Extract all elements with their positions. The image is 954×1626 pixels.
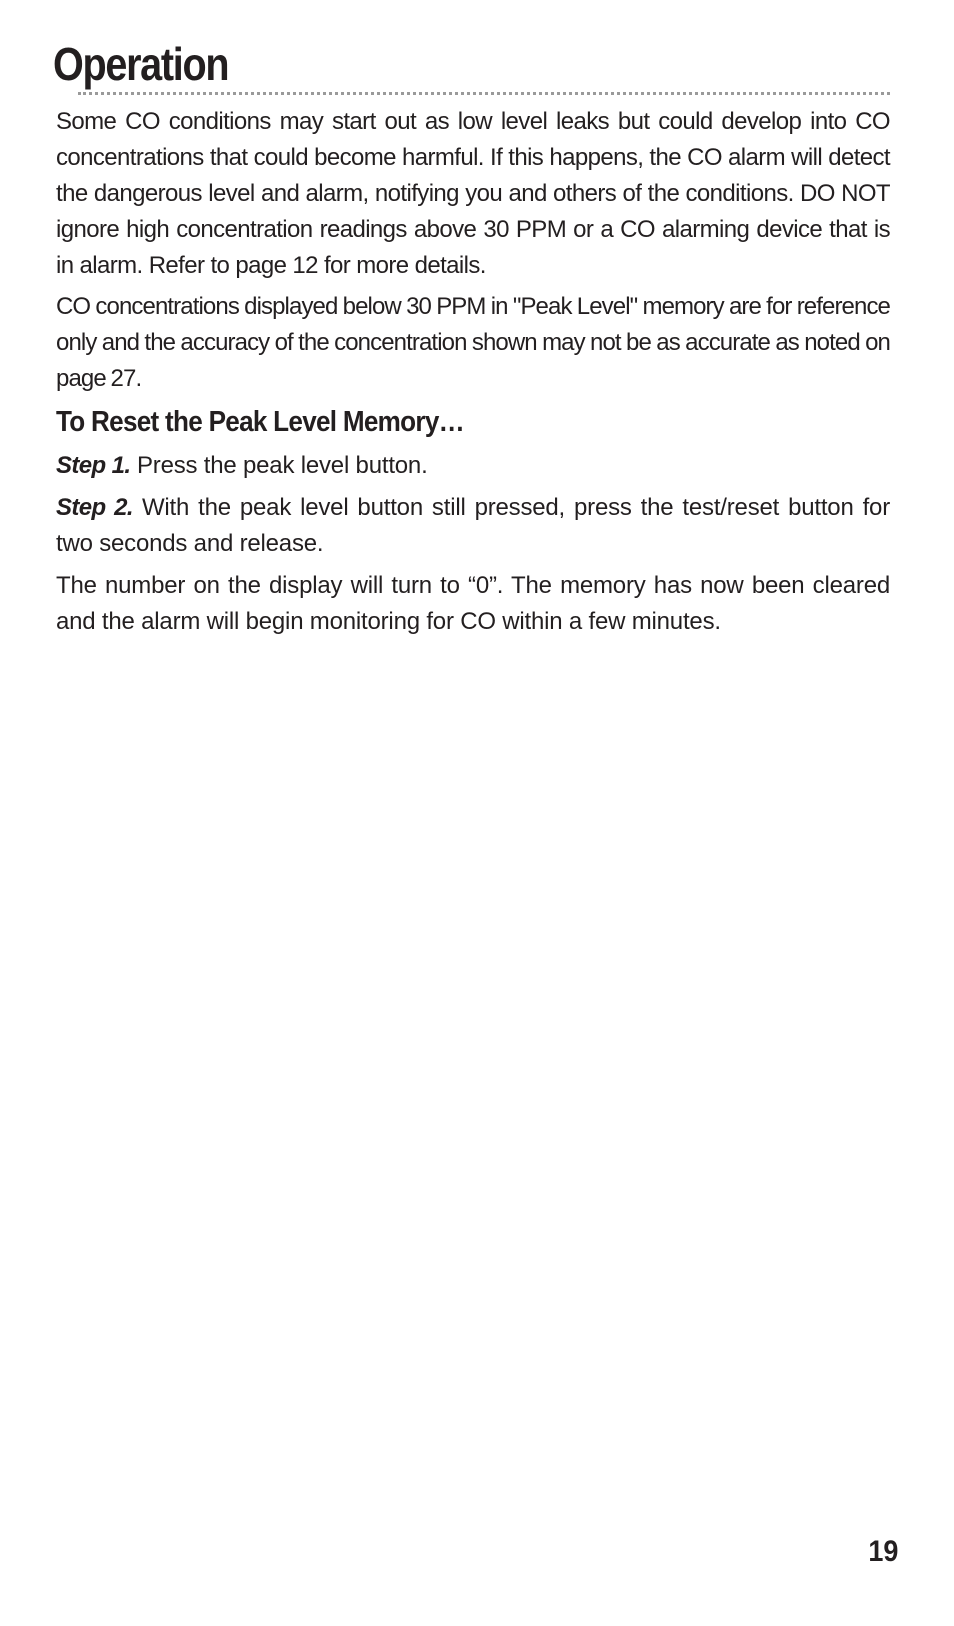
step-1-label: Step 1. (56, 452, 131, 479)
title-dotted-divider (78, 92, 890, 95)
step-2-text: With the peak level button still pressed, press the test/reset button for two seconds and release. (56, 494, 890, 557)
step-1 (56, 448, 890, 484)
peak-level-note-paragraph: CO concentrations displayed below 30 PPM in "Peak Level" memory are for reference only and the accuracy of the concentration shown may not be as accurate as noted on page 27. (56, 293, 890, 392)
page-number: 19 (867, 1535, 898, 1568)
closing-paragraph: The number on the display will turn to “0”. The memory has now been cleared and the alarm will begin monitoring for CO within a few minutes. (56, 572, 890, 635)
step-1-text: Press the peak level button. (130, 452, 428, 479)
reset-peak-memory-heading: To Reset the Peak Level Memory… (56, 406, 465, 438)
step-2-label: Step 2. (56, 494, 133, 521)
page-title: Operation (53, 38, 229, 90)
page-content (56, 104, 890, 646)
step-2 (56, 490, 890, 562)
intro-paragraph: Some CO conditions may start out as low level leaks but could develop into CO concentrations that could become harmful. If this happens, the CO alarm will detect the dangerous level and alarm, notifying you and others of the conditions. DO NOT ignore high concentration readings above 30 PPM or a CO alarming device that is in alarm. Refer to page 12 for more details. (56, 108, 890, 279)
